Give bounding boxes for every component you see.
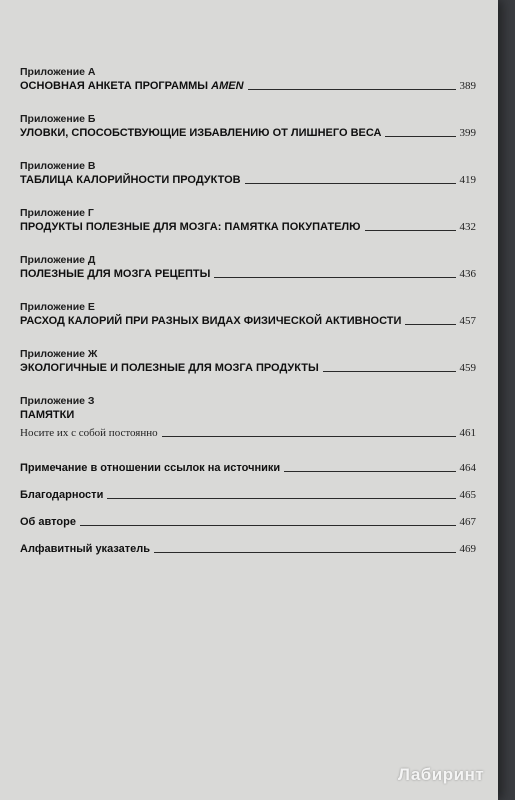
page-number: 465 [459,489,476,501]
page-number: 461 [459,427,476,439]
leader-line [284,470,455,472]
appendix-label: Приложение Ж [20,348,98,360]
leader-line [405,323,455,325]
page-number: 457 [459,315,476,327]
section-title: Алфавитный указатель [20,543,151,555]
page-number: 419 [459,174,476,186]
leader-line [107,497,455,499]
appendix-label: Приложение Е [20,301,95,313]
page-number: 432 [459,221,476,233]
appendix-title: ОСНОВНАЯ АНКЕТА ПРОГРАММЫ AMEN [20,80,244,92]
section-title: Примечание в отношении ссылок на источники [20,462,281,474]
toc-entry-appendix-g [20,207,476,234]
toc-entry-appendix-e [20,301,476,328]
toc-entry-acknowledgements [20,488,476,502]
toc-entry-index [20,542,476,556]
toc-entry-appendix-d [20,254,476,281]
appendix-subtitle: Носите их с собой постоянно [20,427,158,439]
table-of-contents [20,66,476,556]
toc-entry-appendix-v [20,160,476,187]
appendix-title: ТАБЛИЦА КАЛОРИЙНОСТИ ПРОДУКТОВ [20,174,241,186]
page-number: 464 [459,462,476,474]
appendix-title: ПРОДУКТЫ ПОЛЕЗНЫЕ ДЛЯ МОЗГА: ПАМЯТКА ПОКУПАТЕЛЮ [20,221,361,233]
appendix-title: ЭКОЛОГИЧНЫЕ И ПОЛЕЗНЫЕ ДЛЯ МОЗГА ПРОДУКТЫ [20,362,319,374]
labirint-watermark: Лабиринт [398,765,485,784]
leader-line [248,88,456,90]
toc-entry-appendix-zh [20,348,476,375]
leader-line [365,229,456,231]
toc-entry-appendix-z [20,395,476,440]
toc-entry-notes [20,461,476,475]
leader-line [154,551,455,553]
leader-line [80,524,456,526]
toc-entry-about-author [20,515,476,529]
appendix-label: Приложение Д [20,254,96,266]
appendix-label: Приложение А [20,66,96,78]
leader-line [323,370,456,372]
leader-line [214,276,455,278]
appendix-title: ПАМЯТКИ [20,409,75,421]
appendix-label: Приложение Б [20,113,96,125]
leader-line [245,182,456,184]
section-title: Благодарности [20,489,104,501]
page-number: 467 [459,516,476,528]
page-number: 399 [459,127,476,139]
leader-line [162,435,456,437]
section-title: Об авторе [20,516,76,528]
page-number: 469 [459,543,476,555]
page-number: 459 [459,362,476,374]
appendix-label: Приложение З [20,395,95,407]
toc-entry-appendix-b [20,113,476,140]
page-number: 436 [459,268,476,280]
page-number: 389 [459,80,476,92]
appendix-title: УЛОВКИ, СПОСОБСТВУЮЩИЕ ИЗБАВЛЕНИЮ ОТ ЛИШНЕГО ВЕСА [20,127,382,139]
leader-line [385,135,455,137]
appendix-title: РАСХОД КАЛОРИЙ ПРИ РАЗНЫХ ВИДАХ ФИЗИЧЕСКОЙ АКТИВНОСТИ [20,315,402,327]
appendix-title: ПОЛЕЗНЫЕ ДЛЯ МОЗГА РЕЦЕПТЫ [20,268,211,280]
appendix-label: Приложение Г [20,207,94,219]
appendix-label: Приложение В [20,160,96,172]
toc-entry-appendix-a [20,66,476,93]
